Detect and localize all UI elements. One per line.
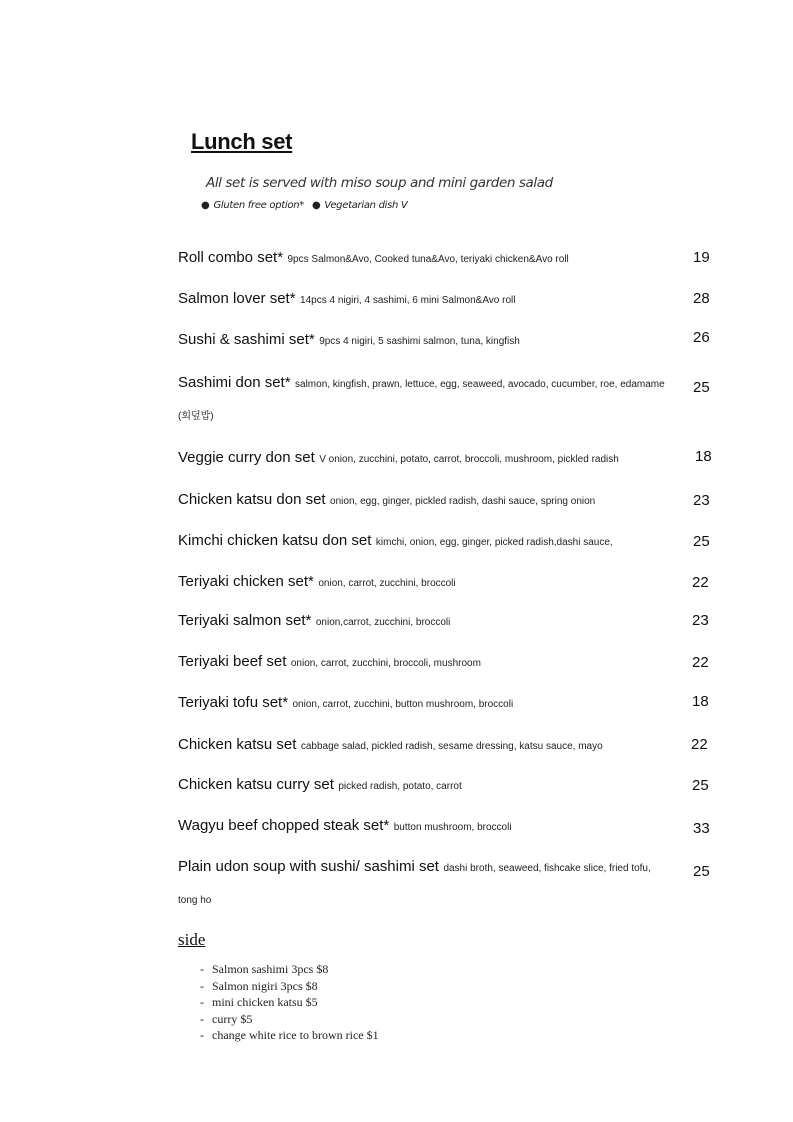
menu-item-desc: onion,carrot, zucchini, broccoli — [315, 617, 451, 628]
menu-item-desc: onion, carrot, zucchini, button mushroom, broccoli — [292, 699, 514, 710]
side-title: side — [178, 930, 206, 949]
menu-item-price: 22 — [692, 574, 709, 591]
menu-item-name: Sushi & sashimi set* — [178, 331, 315, 348]
menu-item — [178, 770, 668, 802]
menu-item-name: Sashimi don set* — [178, 374, 291, 391]
menu-item-desc: 14pcs 4 nigiri, 4 sashimi, 6 mini Salmon&Avo roll — [300, 295, 516, 306]
menu-item-desc: onion, carrot, zucchini, broccoli, mushroom — [290, 658, 481, 669]
menu-item-price: 19 — [693, 249, 710, 266]
menu-item-desc: V onion, zucchini, potato, carrot, broccoli, mushroom, pickled radish — [319, 454, 619, 465]
menu-item — [178, 325, 668, 357]
menu-item-price: 22 — [691, 736, 708, 753]
menu-item-desc: kimchi, onion, egg, ginger, picked radish,dashi sauce, — [375, 537, 613, 548]
menu-item-name: Chicken katsu set — [178, 736, 297, 753]
menu-item — [178, 368, 668, 432]
menu-item-desc: 9pcs 4 nigiri, 5 sashimi salmon, tuna, kingfish — [319, 336, 520, 347]
menu-item-price: 25 — [693, 863, 710, 880]
menu-item-name: Teriyaki salmon set* — [178, 612, 312, 629]
menu-item-name: Roll combo set* — [178, 249, 284, 266]
bullet-icon: ● — [201, 200, 210, 211]
menu-item-name: Teriyaki chicken set* — [178, 573, 314, 590]
menu-item-price: 28 — [693, 290, 710, 307]
menu-item — [178, 811, 668, 843]
menu-item-name: Chicken katsu curry set — [178, 776, 334, 793]
side-list — [200, 961, 379, 1044]
menu-item-name: Chicken katsu don set — [178, 491, 326, 508]
menu-item-name: Teriyaki beef set — [178, 653, 287, 670]
side-item-text: change white rice to brown rice $1 — [212, 1028, 379, 1042]
menu-item — [178, 243, 668, 275]
menu-item-desc: onion, egg, ginger, pickled radish, dashi sauce, spring onion — [330, 496, 596, 507]
menu-item-desc: onion, carrot, zucchini, broccoli — [318, 578, 456, 589]
menu-item — [178, 688, 668, 720]
menu-item — [178, 852, 668, 916]
menu-item — [178, 526, 668, 558]
menu-item-desc: dashi broth, seaweed, fishcake slice, fried tofu, tong ho — [178, 863, 651, 906]
menu-item — [178, 443, 668, 475]
menu-item — [178, 485, 668, 517]
menu-item-price: 18 — [692, 693, 709, 710]
menu-item-name: Teriyaki tofu set* — [178, 694, 289, 711]
side-item: - mini chicken katsu $5 — [200, 995, 318, 1009]
side-item: - Salmon nigiri 3pcs $8 — [200, 978, 318, 993]
menu-item-desc: salmon, kingfish, prawn, lettuce, egg, seaweed, avocado, cucumber, roe, edamame (회덮밥) — [178, 379, 665, 422]
menu-item-price: 18 — [695, 448, 712, 465]
menu-item — [178, 730, 668, 762]
menu-item-price: 23 — [693, 492, 710, 509]
menu-item-price: 26 — [693, 329, 710, 346]
subtitle: All set is served with miso soup and mini garden salad — [206, 175, 553, 191]
menu-item-price: 25 — [693, 379, 710, 396]
side-item-text: Salmon nigiri 3pcs $8 — [212, 978, 318, 993]
menu-item-desc: picked radish, potato, carrot — [338, 781, 462, 792]
menu-item-desc: cabbage salad, pickled radish, sesame dressing, katsu sauce, mayo — [300, 741, 603, 752]
menu-item-desc: button mushroom, broccoli — [393, 822, 512, 833]
menu-item-name: Wagyu beef chopped steak set* — [178, 817, 390, 834]
legend — [201, 200, 407, 211]
menu-item — [178, 606, 668, 638]
side-item-text: mini chicken katsu $5 — [212, 995, 318, 1009]
legend-vegetarian: Vegetarian dish V — [324, 200, 408, 211]
menu-item-name: Kimchi chicken katsu don set — [178, 532, 372, 549]
menu-item — [178, 284, 668, 316]
page-title: Lunch set — [191, 129, 293, 154]
side-item: - curry $5 — [200, 1011, 253, 1026]
menu-item-name: Plain udon soup with sushi/ sashimi set — [178, 858, 439, 875]
menu-item — [178, 567, 668, 599]
menu-item-name: Veggie curry don set — [178, 449, 315, 466]
menu-item — [178, 647, 668, 679]
legend-gluten-free: Gluten free option* — [213, 200, 304, 211]
side-item: - Salmon sashimi 3pcs $8 — [200, 962, 329, 976]
menu-item-desc: 9pcs Salmon&Avo, Cooked tuna&Avo, teriyaki chicken&Avo roll — [287, 254, 569, 265]
side-item-text: Salmon sashimi 3pcs $8 — [212, 962, 329, 976]
bullet-icon: ● — [311, 200, 321, 211]
menu-item-price: 25 — [692, 777, 709, 794]
menu-item-name: Salmon lover set* — [178, 290, 296, 307]
menu-item-price: 25 — [693, 533, 710, 550]
menu-item-price: 22 — [692, 654, 709, 671]
menu-item-price: 33 — [693, 820, 710, 837]
side-item-text: curry $5 — [212, 1011, 253, 1026]
menu-item-price: 23 — [692, 612, 709, 629]
side-item: - change white rice to brown rice $1 — [200, 1028, 379, 1042]
